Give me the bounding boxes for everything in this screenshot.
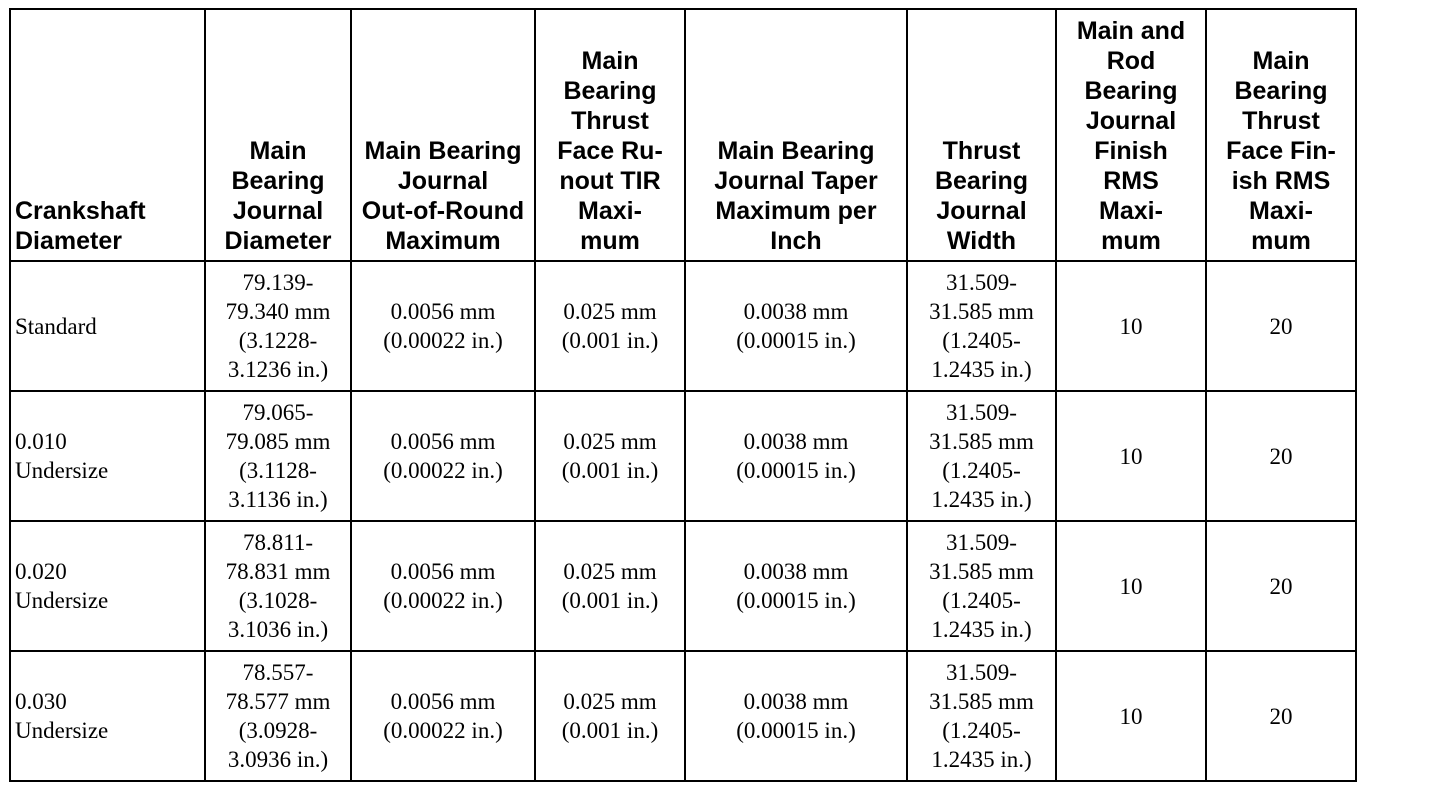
cell-thrust-runout: 0.025 mm (0.001 in.): [535, 261, 685, 391]
header-thrust-bearing-width: Thrust Bearing Journal Width: [907, 9, 1056, 261]
header-journal-taper: Main Bearing Journal Taper Maximum per Inch: [685, 9, 907, 261]
header-main-bearing-journal-diameter: Main Bearing Journal Diameter: [205, 9, 351, 261]
cell-out-of-round: 0.0056 mm (0.00022 in.): [351, 261, 535, 391]
crankshaft-spec-table: [9, 8, 1357, 782]
cell-journal-taper: 0.0038 mm (0.00015 in.): [685, 391, 907, 521]
cell-crankshaft-diameter: 0.030 Undersize: [10, 651, 205, 781]
header-journal-finish-rms: Main and Rod Bearing Journal Finish RMS Maxi- mum: [1056, 9, 1206, 261]
cell-journal-taper: 0.0038 mm (0.00015 in.): [685, 261, 907, 391]
table-row: [10, 651, 1356, 781]
cell-out-of-round: 0.0056 mm (0.00022 in.): [351, 521, 535, 651]
cell-journal-finish: 10: [1056, 391, 1206, 521]
cell-thrust-finish: 20: [1206, 391, 1356, 521]
cell-thrust-finish: 20: [1206, 521, 1356, 651]
header-thrust-face-finish-rms: Main Bearing Thrust Face Fin- ish RMS Maxi- mum: [1206, 9, 1356, 261]
cell-thrust-runout: 0.025 mm (0.001 in.): [535, 521, 685, 651]
cell-crankshaft-diameter: 0.020 Undersize: [10, 521, 205, 651]
table-row: [10, 391, 1356, 521]
table-row: [10, 521, 1356, 651]
cell-thrust-width: 31.509- 31.585 mm (1.2405- 1.2435 in.): [907, 391, 1056, 521]
cell-thrust-width: 31.509- 31.585 mm (1.2405- 1.2435 in.): [907, 261, 1056, 391]
cell-thrust-width: 31.509- 31.585 mm (1.2405- 1.2435 in.): [907, 651, 1056, 781]
table-row: [10, 261, 1356, 391]
cell-out-of-round: 0.0056 mm (0.00022 in.): [351, 651, 535, 781]
cell-thrust-width: 31.509- 31.585 mm (1.2405- 1.2435 in.): [907, 521, 1056, 651]
header-crankshaft-diameter: Crankshaft Diameter: [10, 9, 205, 261]
cell-journal-taper: 0.0038 mm (0.00015 in.): [685, 521, 907, 651]
cell-thrust-finish: 20: [1206, 261, 1356, 391]
header-thrust-face-runout: Main Bearing Thrust Face Ru- nout TIR Maxi- mum: [535, 9, 685, 261]
cell-thrust-runout: 0.025 mm (0.001 in.): [535, 651, 685, 781]
cell-journal-diameter: 78.811- 78.831 mm (3.1028- 3.1036 in.): [205, 521, 351, 651]
header-row: [10, 9, 1356, 261]
cell-journal-taper: 0.0038 mm (0.00015 in.): [685, 651, 907, 781]
cell-journal-finish: 10: [1056, 261, 1206, 391]
cell-thrust-runout: 0.025 mm (0.001 in.): [535, 391, 685, 521]
cell-crankshaft-diameter: Standard: [10, 261, 205, 391]
cell-thrust-finish: 20: [1206, 651, 1356, 781]
cell-journal-finish: 10: [1056, 521, 1206, 651]
cell-journal-diameter: 78.557- 78.577 mm (3.0928- 3.0936 in.): [205, 651, 351, 781]
cell-journal-finish: 10: [1056, 651, 1206, 781]
header-out-of-round-maximum: Main Bearing Journal Out-of-Round Maximum: [351, 9, 535, 261]
cell-journal-diameter: 79.139- 79.340 mm (3.1228- 3.1236 in.): [205, 261, 351, 391]
cell-out-of-round: 0.0056 mm (0.00022 in.): [351, 391, 535, 521]
cell-crankshaft-diameter: 0.010 Undersize: [10, 391, 205, 521]
cell-journal-diameter: 79.065- 79.085 mm (3.1128- 3.1136 in.): [205, 391, 351, 521]
